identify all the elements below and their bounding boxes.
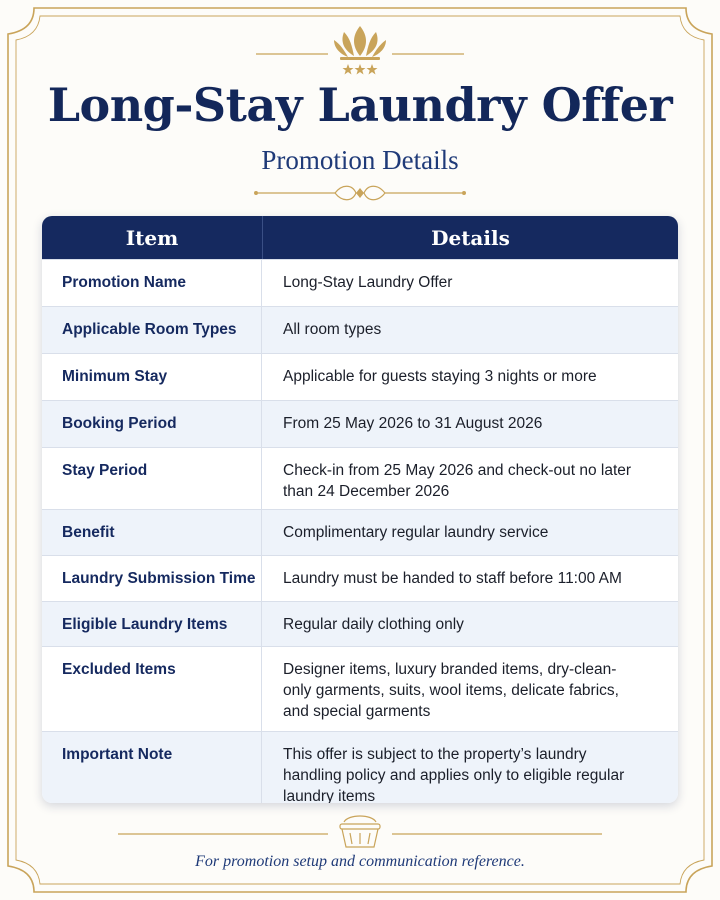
promotion-details-table [42,216,678,803]
table-row [42,447,678,509]
row-item-label: Excluded Items [42,647,262,731]
row-details-value: Complimentary regular laundry service [283,524,549,541]
column-header-details: Details [431,225,510,250]
row-details-value: Applicable for guests staying 3 nights or more [283,368,597,385]
page-title: Long-Stay Laundry Offer [47,78,673,132]
row-item-label: Eligible Laundry Items [42,602,262,646]
row-item-label: Booking Period [42,401,262,447]
table-row [42,353,678,400]
table-row [42,509,678,555]
footer-note: For promotion setup and communication reference. [195,853,525,870]
table-row [42,259,678,306]
row-details-value: This offer is subject to the property’s laundry handling policy and applies only to eligible regular laundry items [283,746,625,803]
row-details-value: Check-in from 25 May 2026 and check-out no later than 24 December 2026 [283,462,632,500]
page-subtitle: Promotion Details [261,145,459,175]
column-header-item: Item [42,216,263,259]
table-row [42,306,678,353]
table-row [42,646,678,731]
row-item-label: Applicable Room Types [42,307,262,353]
laundry-basket-icon [0,810,720,854]
table-row [42,731,678,803]
table-row [42,400,678,447]
row-item-label: Important Note [42,732,262,803]
table-header [42,216,678,259]
row-item-label: Minimum Stay [42,354,262,400]
row-item-label: Benefit [42,510,262,555]
row-details-value: Designer items, luxury branded items, dry-clean-only garments, suits, wool items, delicate fabrics, and special garments [283,661,619,720]
row-item-label: Laundry Submission Time [42,556,262,601]
row-details-value: Long-Stay Laundry Offer [283,274,453,291]
row-details-value: From 25 May 2026 to 31 August 2026 [283,415,543,432]
table-row [42,601,678,646]
table-row [42,555,678,601]
crown-icon [0,18,720,78]
row-details-value: Laundry must be handed to staff before 11:00 AM [283,570,622,587]
row-item-label: Stay Period [42,448,262,509]
row-item-label: Promotion Name [42,260,262,306]
row-details-value: Regular daily clothing only [283,616,464,633]
row-details-value: All room types [283,321,382,338]
divider-flourish [0,180,720,206]
